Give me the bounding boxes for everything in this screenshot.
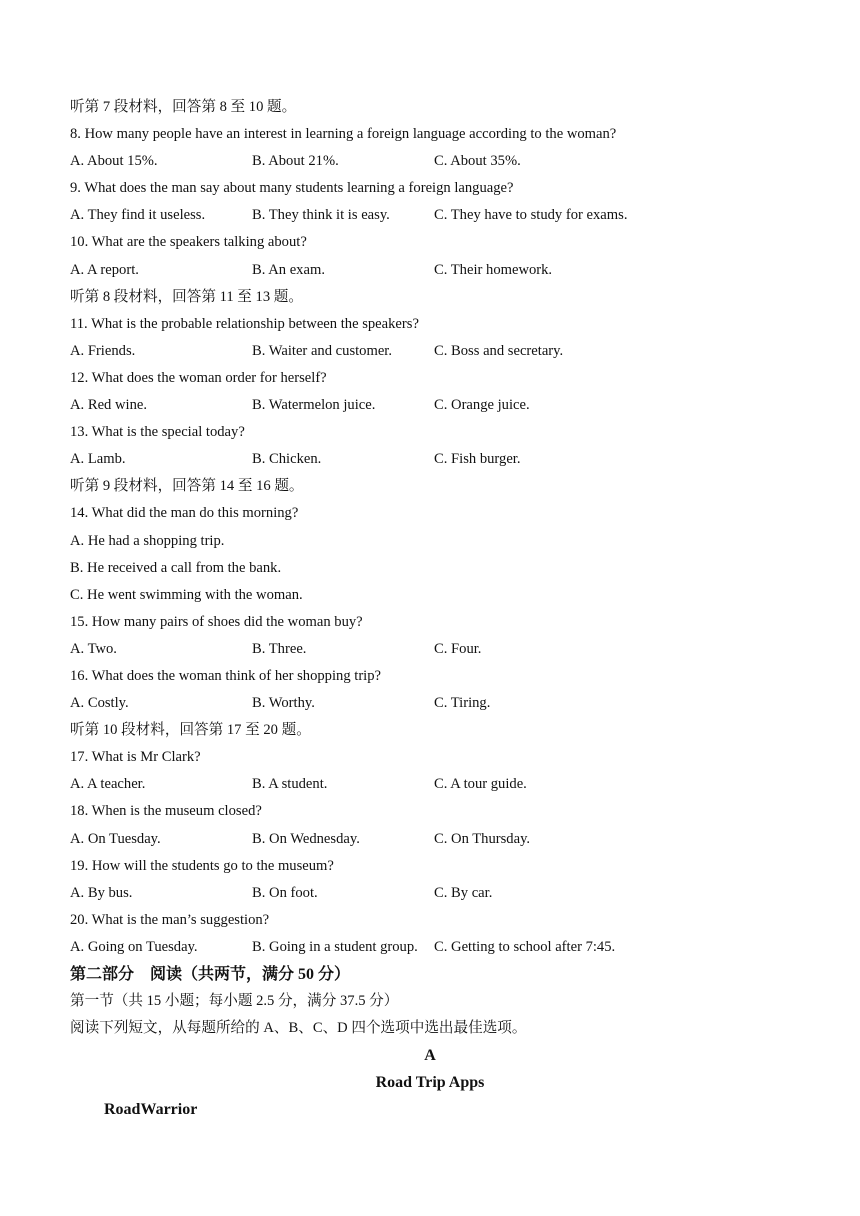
- option-a: A. A report.: [70, 261, 139, 278]
- text-line: 8. How many people have an interest in learning a foreign language according to the woman?: [70, 126, 617, 143]
- option-a: A. A teacher.: [70, 776, 146, 793]
- option-a: A. They find it useless.: [70, 207, 206, 224]
- option-c: C. Their homework.: [434, 261, 553, 278]
- option-b: B. On Wednesday.: [252, 830, 360, 847]
- option-c: C. Tiring.: [434, 695, 491, 712]
- text-line: 第一节（共 15 小题；每小题 2.5 分，满分 37.5 分）: [70, 993, 399, 1010]
- text-line: 听第 9 段材料，回答第 14 至 16 题。: [70, 478, 304, 495]
- option-a: A. Red wine.: [70, 397, 148, 414]
- text-line: 13. What is the special today?: [70, 424, 245, 441]
- option-c: C. By car.: [434, 884, 493, 901]
- text-line: A. He had a shopping trip.: [70, 532, 225, 549]
- option-b: B. Waiter and customer.: [252, 342, 393, 359]
- text-line: 20. What is the man’s suggestion?: [70, 911, 270, 928]
- option-a: A. On Tuesday.: [70, 830, 161, 847]
- answer-options-row: [70, 202, 790, 229]
- option-a: A. Going on Tuesday.: [70, 938, 198, 955]
- option-b: B. On foot.: [252, 884, 318, 901]
- text-line: 16. What does the woman think of her shopping trip?: [70, 667, 382, 684]
- option-b: B. An exam.: [252, 261, 325, 278]
- option-b: B. Worthy.: [252, 695, 315, 712]
- answer-options-row: [70, 690, 790, 717]
- text-line: 9. What does the man say about many students learning a foreign language?: [70, 180, 514, 197]
- text-line: B. He received a call from the bank.: [70, 559, 282, 576]
- option-b: B. They think it is easy.: [252, 207, 390, 224]
- subheading: RoadWarrior: [104, 1101, 198, 1119]
- option-c: C. On Thursday.: [434, 830, 531, 847]
- answer-options-row: [70, 392, 790, 419]
- option-c: C. About 35%.: [434, 153, 521, 170]
- text-line: 10. What are the speakers talking about?: [70, 234, 307, 251]
- option-b: B. Chicken.: [252, 451, 322, 468]
- option-b: B. Three.: [252, 640, 307, 657]
- answer-options-row: [70, 446, 790, 473]
- text-line: 12. What does the woman order for herself?: [70, 369, 327, 386]
- option-c: C. A tour guide.: [434, 776, 527, 793]
- answer-options-row: [70, 148, 790, 175]
- option-b: B. Watermelon juice.: [252, 397, 376, 414]
- text-line: 15. How many pairs of shoes did the woman buy?: [70, 613, 363, 630]
- text-line: 19. How will the students go to the museum?: [70, 857, 334, 874]
- text-line: 18. When is the museum closed?: [70, 803, 262, 820]
- option-a: A. Costly.: [70, 695, 129, 712]
- text-line: 听第 8 段材料，回答第 11 至 13 题。: [70, 288, 303, 305]
- option-c: C. Four.: [434, 640, 482, 657]
- option-c: C. Orange juice.: [434, 397, 530, 414]
- option-c: C. Getting to school after 7:45.: [434, 938, 616, 955]
- text-line: 听第 10 段材料，回答第 17 至 20 题。: [70, 722, 311, 739]
- answer-options-row: [70, 880, 790, 907]
- option-b: B. Going in a student group.: [252, 938, 418, 955]
- option-c: C. Boss and secretary.: [434, 342, 564, 359]
- text-line: 11. What is the probable relationship between the speakers?: [70, 315, 419, 332]
- option-a: A. By bus.: [70, 884, 133, 901]
- text-line: C. He went swimming with the woman.: [70, 586, 303, 603]
- option-a: A. About 15%.: [70, 153, 158, 170]
- option-a: A. Friends.: [70, 342, 136, 359]
- answer-options-row: [70, 636, 790, 663]
- centered-heading: Road Trip Apps: [375, 1074, 485, 1092]
- centered-heading: A: [424, 1047, 436, 1065]
- option-b: B. About 21%.: [252, 153, 339, 170]
- option-a: A. Two.: [70, 640, 117, 657]
- text-line: 阅读下列短文，从每题所给的 A、B、C、D 四个选项中选出最佳选项。: [70, 1020, 527, 1037]
- document-page: [70, 94, 790, 1124]
- answer-options-row: [70, 257, 790, 284]
- answer-options-row: [70, 934, 790, 961]
- option-a: A. Lamb.: [70, 451, 126, 468]
- text-line: 14. What did the man do this morning?: [70, 505, 299, 522]
- answer-options-row: [70, 338, 790, 365]
- option-b: B. A student.: [252, 776, 328, 793]
- answer-options-row: [70, 826, 790, 853]
- option-c: C. Fish burger.: [434, 451, 521, 468]
- text-line: 听第 7 段材料，回答第 8 至 10 题。: [70, 99, 297, 115]
- section-heading: 第二部分 阅读（共两节，满分 50 分）: [70, 966, 351, 983]
- text-line: 17. What is Mr Clark?: [70, 749, 201, 766]
- answer-options-row: [70, 771, 790, 798]
- option-c: C. They have to study for exams.: [434, 207, 628, 224]
